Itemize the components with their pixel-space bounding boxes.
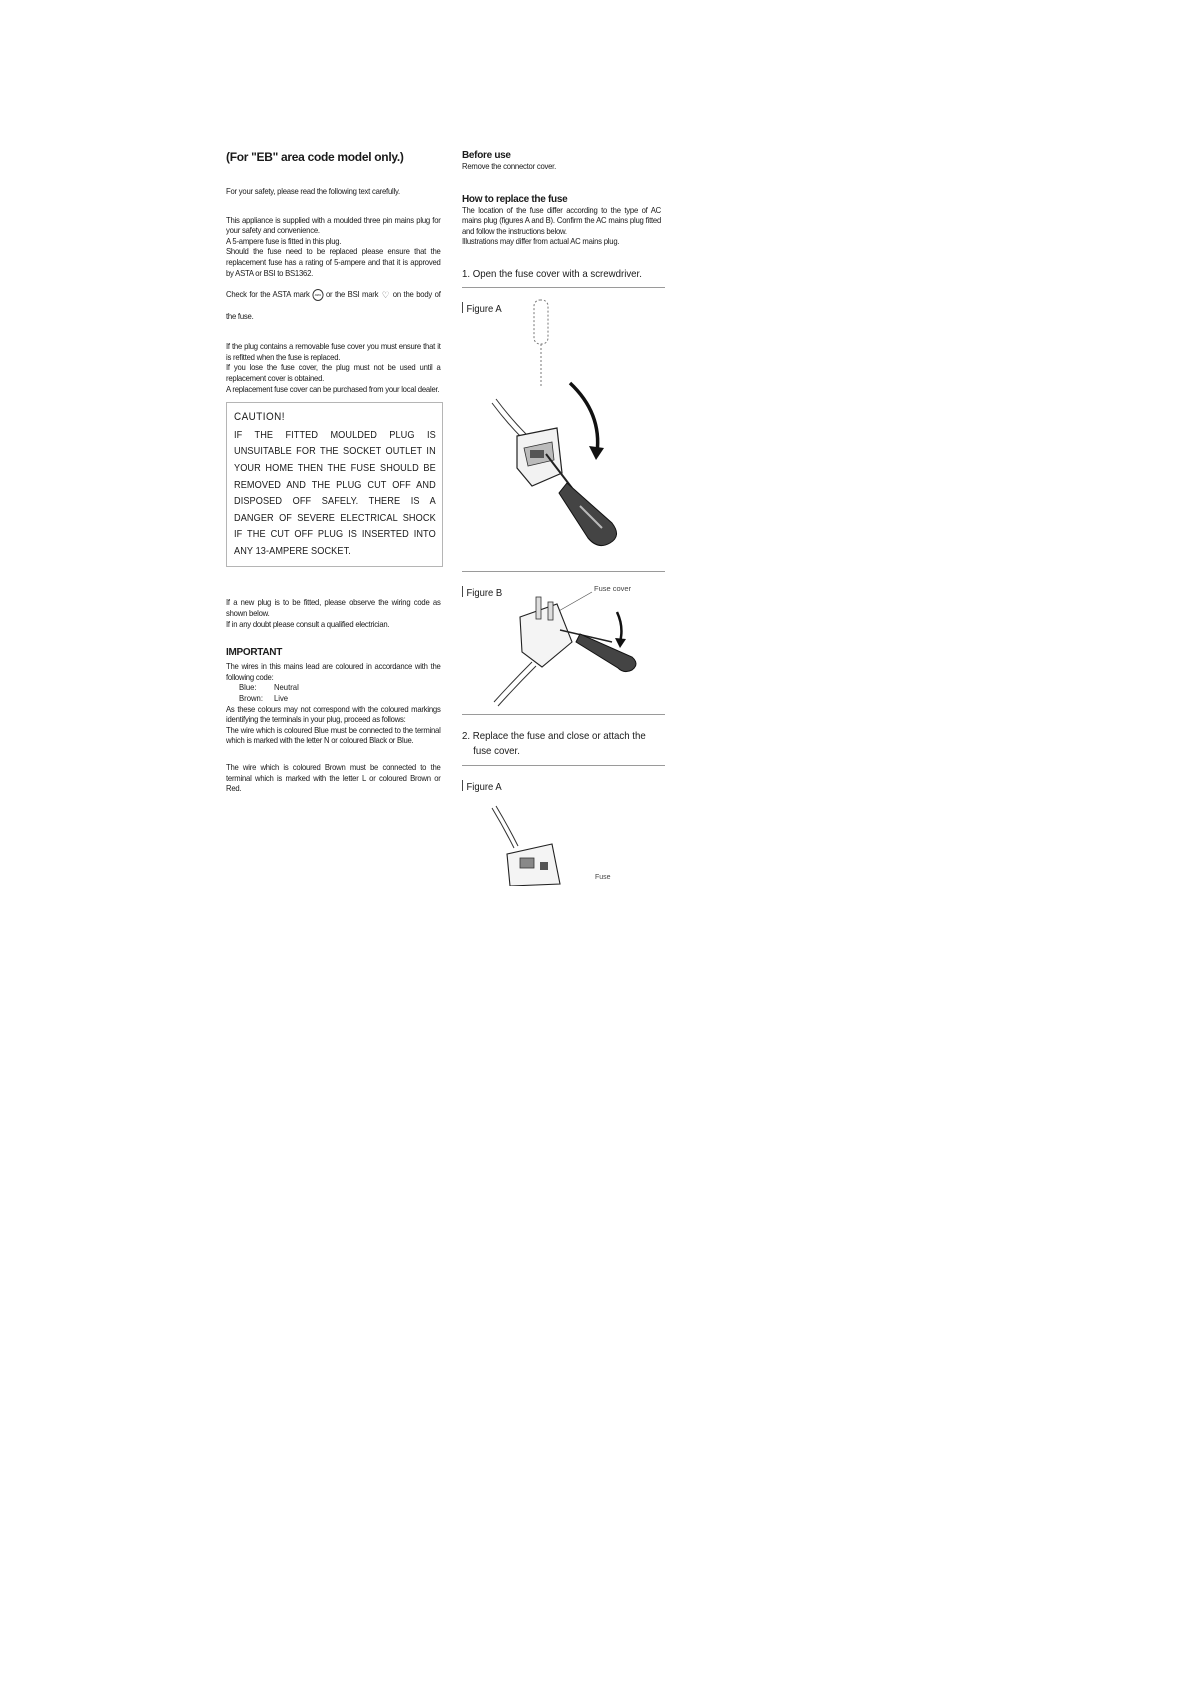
fuse-info-paragraph	[226, 215, 442, 279]
wire-code-item: Brown: Live	[239, 693, 289, 704]
left-column	[226, 150, 442, 794]
right-column	[462, 150, 670, 886]
page-title: (For "EB" area code model only.)	[226, 150, 404, 164]
fuse-cover-line: If the plug contains a removable fuse cover you must ensure that it is refitted when the fuse is replaced.	[226, 341, 441, 362]
check-text-a: Check for the ASTA mark	[226, 289, 310, 300]
check-text-b: or the BSI mark	[325, 289, 379, 300]
important-last: The wire which is coloured Brown must be connected to the terminal which is marked with the letter L or coloured Brown or Red.	[226, 762, 441, 794]
before-use-text: Remove the connector cover.	[462, 161, 557, 171]
step-2: 2. Replace the fuse and close or attach the fuse cover.	[462, 730, 646, 757]
caution-box	[226, 402, 443, 567]
important-title: IMPORTANT	[226, 647, 282, 659]
asta-mark-icon	[312, 289, 323, 301]
fuse-info-line: This appliance is supplied with a moulded three pin mains plug for your safety and convenience.	[226, 214, 441, 236]
wiring-paragraph	[226, 597, 442, 629]
wire-code-item: Blue: Neutral	[239, 682, 299, 693]
wire-code-list	[239, 682, 426, 703]
important-line: The wire which is coloured Blue must be connected to the terminal which is marked with the letter N or coloured Black or Blue.	[226, 724, 441, 746]
fuse-cover-callout: Fuse cover	[594, 583, 632, 593]
fuse-info-line: Should the fuse need to be replaced please ensure that the replacement fuse has a rating of 5-ampere and that it is approved by ASTA or BSI to BS1362.	[226, 246, 441, 278]
wiring-line: If in any doubt please consult a qualified electrician.	[226, 618, 390, 629]
fuse-callout: Fuse	[595, 873, 611, 881]
important-line: As these colours may not correspond with the coloured markings identifying the terminals in your plug, proceed as follows:	[226, 703, 441, 725]
important-intro: The wires in this mains lead are coloured in accordance with the following code:	[226, 661, 441, 682]
how-to-line: The location of the fuse differ according to the type of AC mains plug (figures A and B). Confirm the AC mains plug fitted and follow the instructions below.	[462, 204, 662, 236]
check-text-c: on the body of the fuse.	[226, 289, 441, 322]
fuse-cover-paragraph	[226, 341, 442, 394]
figure-a-label: Figure A	[462, 302, 502, 315]
intro-text: For your safety, please read the following text carefully.	[226, 186, 400, 196]
figure-b-label: Figure B	[462, 586, 502, 599]
step-1: 1. Open the fuse cover with a screwdriver.	[462, 268, 642, 280]
asta-mark-label: ASTA	[314, 292, 321, 297]
before-use-title: Before use	[462, 150, 511, 161]
how-to-line: Illustrations may differ from actual AC mains plug.	[462, 236, 620, 247]
how-to-title: How to replace the fuse	[462, 193, 568, 205]
figure-a-illustration	[462, 288, 670, 571]
caution-text: IF THE FITTED MOULDED PLUG IS UNSUITABLE FOR THE SOCKET OUTLET IN YOUR HOME THEN THE FUSE SHOULD BE REMOVED AND THE PLUG CUT OFF AND DISPOSED OFF SAFELY. THERE IS A DANGER OF SEVERE ELECTRICAL SHOCK IF THE CUT OFF PLUG IS INSERTED INTO ANY 13-AMPERE SOCKET.	[234, 429, 436, 557]
fuse-cover-line: If you lose the fuse cover, the plug must not be used until a replacement cover is obtained.	[226, 362, 441, 383]
wiring-line: If a new plug is to be fitted, please observe the wiring code as shown below.	[226, 597, 441, 619]
figure-a2-panel	[462, 766, 670, 886]
divider	[462, 714, 665, 715]
bsi-mark-icon: ♡	[381, 289, 390, 300]
figure-b-panel	[462, 572, 670, 714]
figure-a-panel	[462, 288, 670, 571]
figure-a2-label: Figure A	[462, 780, 502, 793]
caution-title: CAUTION!	[234, 411, 285, 424]
fuse-cover-line: A replacement fuse cover can be purchased from your local dealer.	[226, 383, 440, 394]
fuse-info-line: A 5-ampere fuse is fitted in this plug.	[226, 235, 342, 246]
check-marks-text	[226, 283, 441, 327]
